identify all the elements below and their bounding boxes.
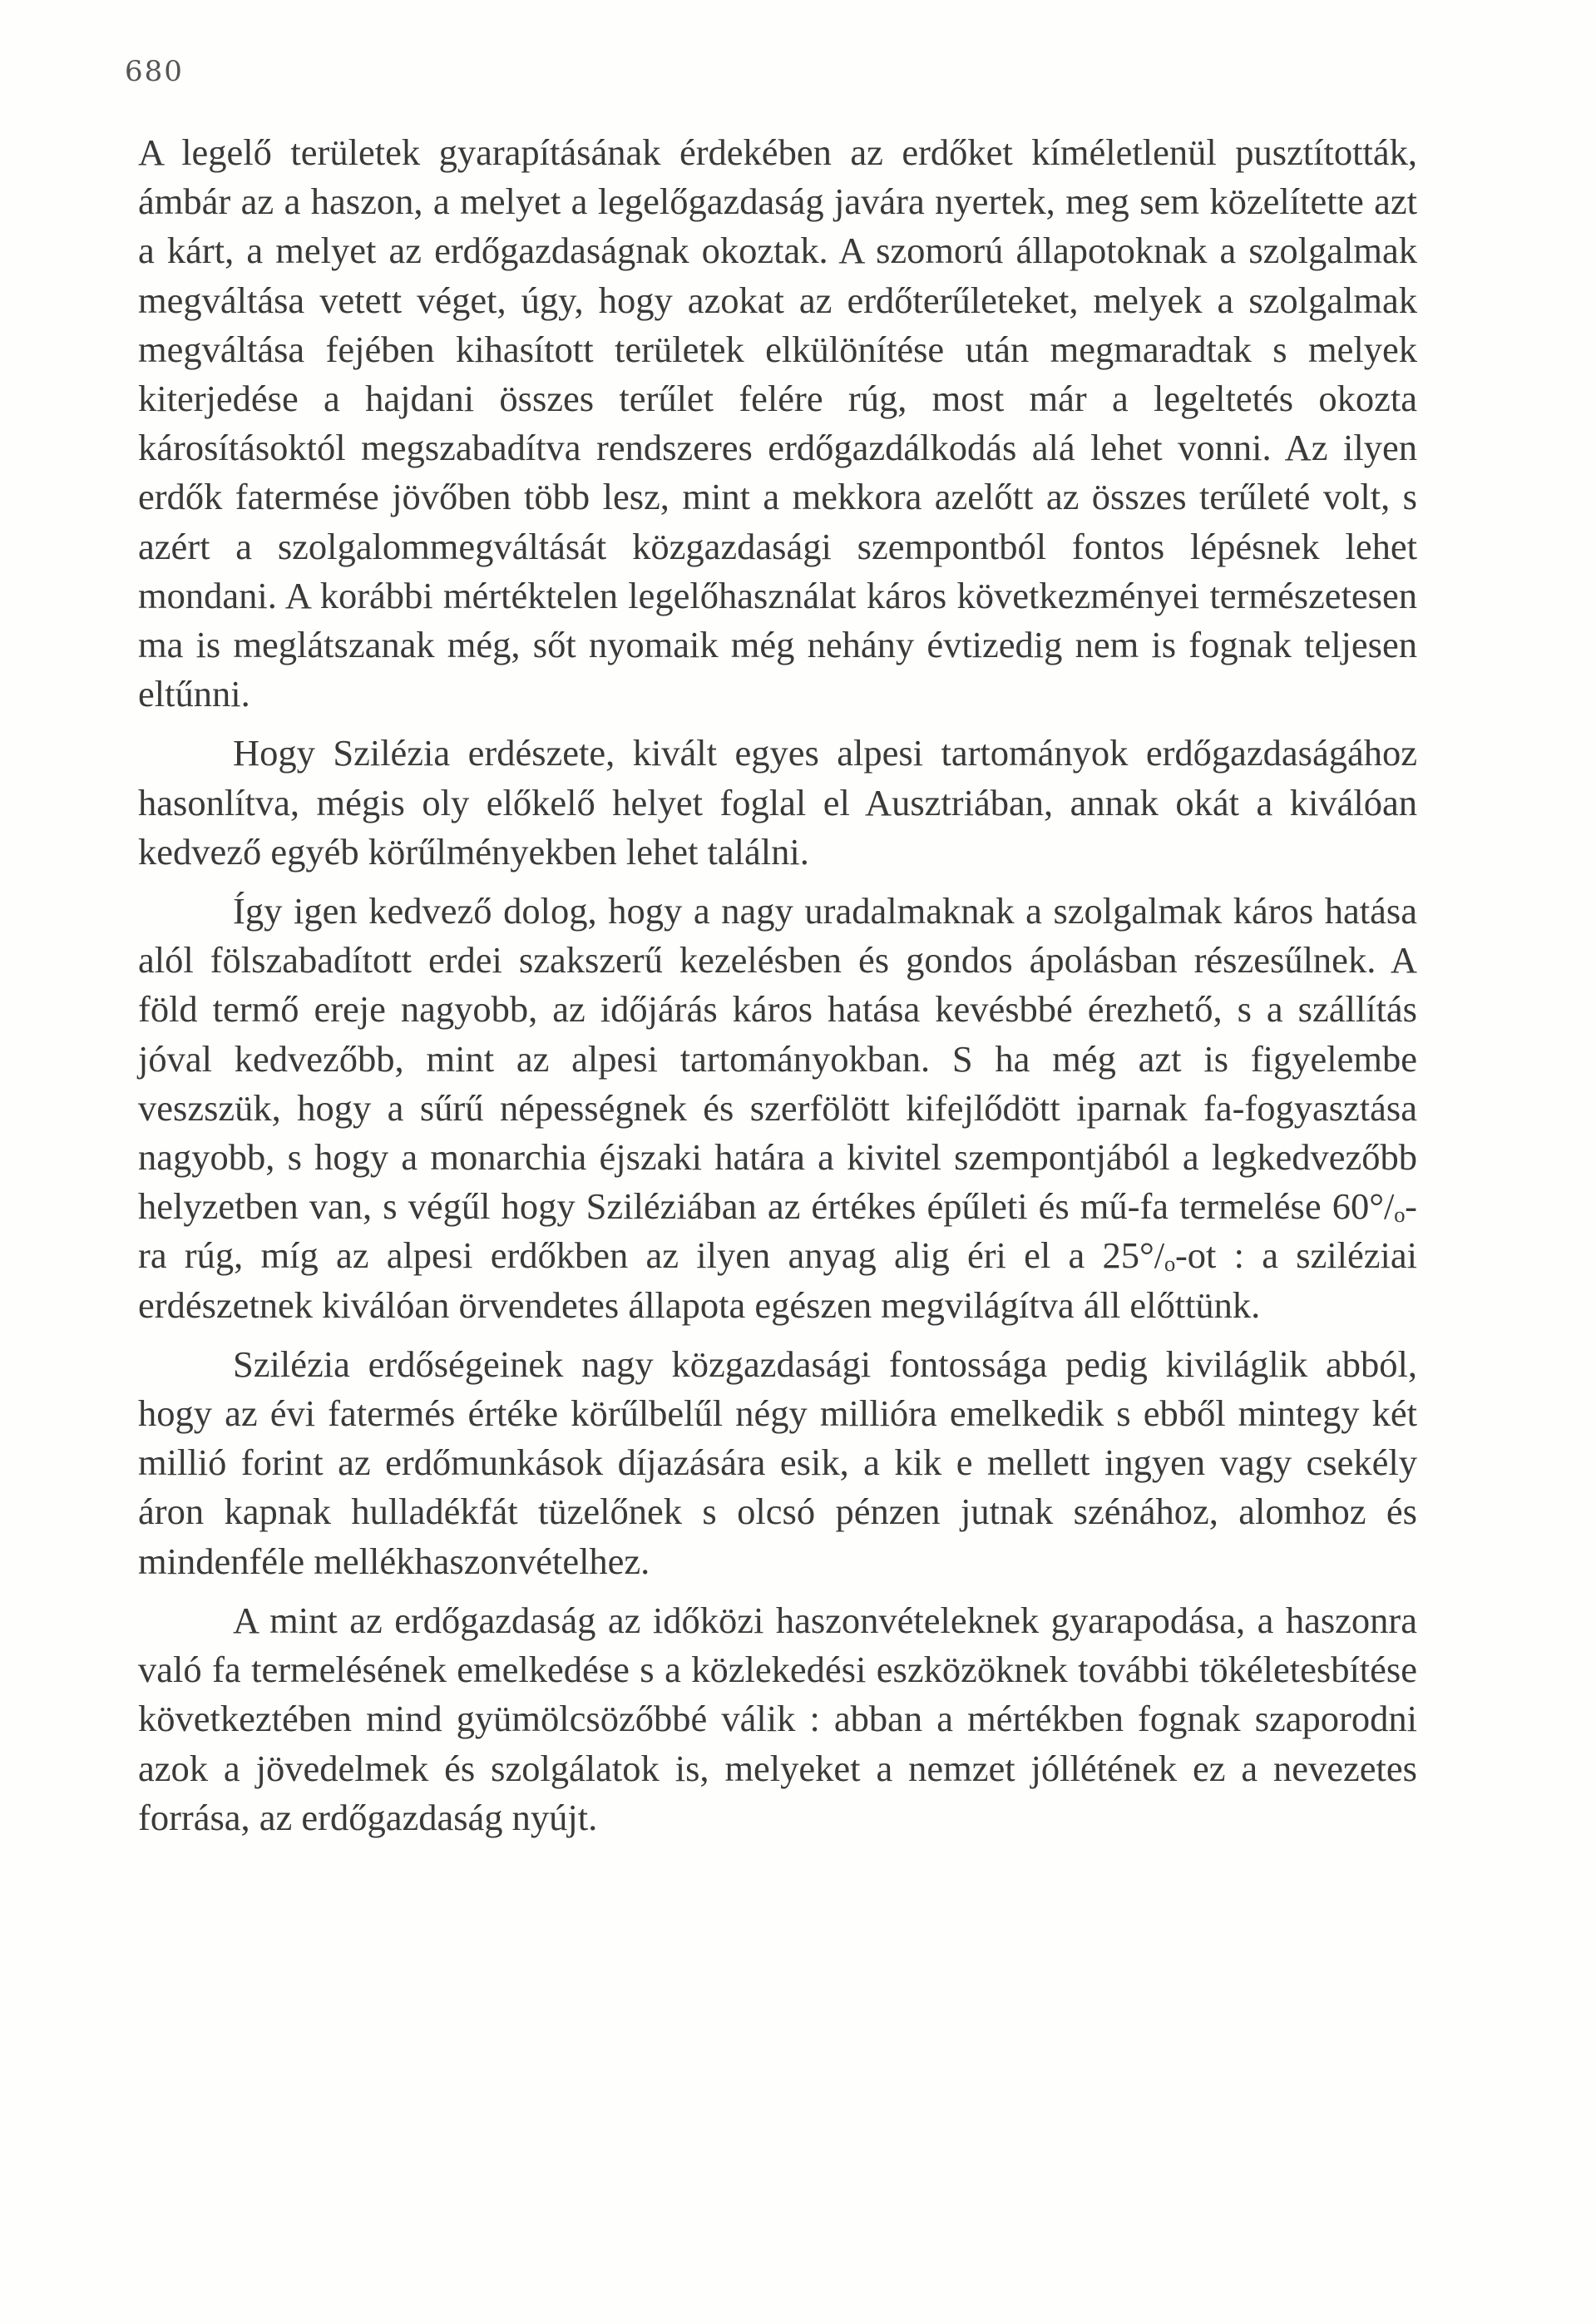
paragraph-3: Így igen kedvező dolog, hogy a nagy uradalmaknak a szolgalmak káros hatása alól fölszabadított erdei szakszerű kezelésben és gondos ápolásban részesűlnek. A föld termő ereje nagyobb, az időjárás káros hatása kevésbbé érezhető, s a szállítás jóval kedvezőbb, mint az alpesi tartományokban. S ha még azt is figyelembe veszszük, hogy a sűrű népességnek és szerfölött kifejlődött iparnak fa-fogyasztása nagyobb, s hogy a monarchia éjszaki határa a kivitel szempontjából a legkedvezőbb helyzetben van, s végűl hogy Sziléziában az értékes épűleti és mű-fa termelése 60°/ₒ-ra rúg, míg az alpesi erdőkben az ilyen anyag alig éri el a 25°/ₒ-ot : a sziléziai erdészetnek kiválóan örvendetes állapota egészen megvilágítva áll előttünk.: [138, 890, 1417, 1326]
paragraph-4: Szilézia erdőségeinek nagy közgazdasági fontossága pedig kiviláglik abból, hogy az évi fatermés értéke körűlbelűl négy millióra emelkedik s ebből mintegy két millió forint az erdőmunkások díjazására esik, a kik e mellett ingyen vagy csekély áron kapnak hulladékfát tüzelőnek s olcsó pénzen jutnak szénához, alomhoz és mindenféle mellékhaszonvételhez.: [138, 1342, 1417, 1582]
body-text: [138, 128, 1417, 1852]
paragraph-1: A legelő területek gyarapításának érdekében az erdőket kíméletlenül pusztították, ámbár az a haszon, a melyet a legelőgazdaság javára nyertek, meg sem közelítette azt a kárt, a melyet az erdőgazdaságnak okoztak. A szomorú állapotoknak a szolgalmak megváltása vetett véget, úgy, hogy azokat az erdőterűleteket, melyek a szolgalmak megváltása fejében kihasított területek elkülönítése után megmaradtak s melyek kiterjedése a hajdani összes terűlet felére rúg, most már a legeltetés okozta károsításoktól megszabadítva rendszeres erdőgazdálkodás alá lehet vonni. Az ilyen erdők fatermése jövőben több lesz, mint a mekkora azelőtt az összes terűleté volt, s azért a szolgalommegváltását közgazdasági szempontból fontos lépésnek lehet mondani. A korábbi mértéktelen legelőhasználat káros következményei természetesen ma is meglátszanak még, sőt nyomaik még nehány évtizedig nem is fognak teljesen eltűnni.: [138, 131, 1417, 715]
paragraph-2: Hogy Szilézia erdészete, kivált egyes alpesi tartományok erdőgazdaságához hasonlítva, mégis oly előkelő helyet foglal el Ausztriában, annak okát a kiválóan kedvező egyéb körűlményekben lehet találni.: [138, 732, 1417, 873]
paragraph-5: A mint az erdőgazdaság az időközi haszonvételeknek gyarapodása, a haszonra való fa termelésének emelkedése s a közlekedési eszközöknek további tökéletesbítése következtében mind gyümölcsözőbbé válik : abban a mértékben fognak szaporodni azok a jövedelmek és szolgálatok is, melyeket a nemzet jóllétének ez a nevezetes forrása, az erdőgazdaság nyújt.: [138, 1599, 1417, 1838]
page-number: 680: [125, 55, 184, 88]
